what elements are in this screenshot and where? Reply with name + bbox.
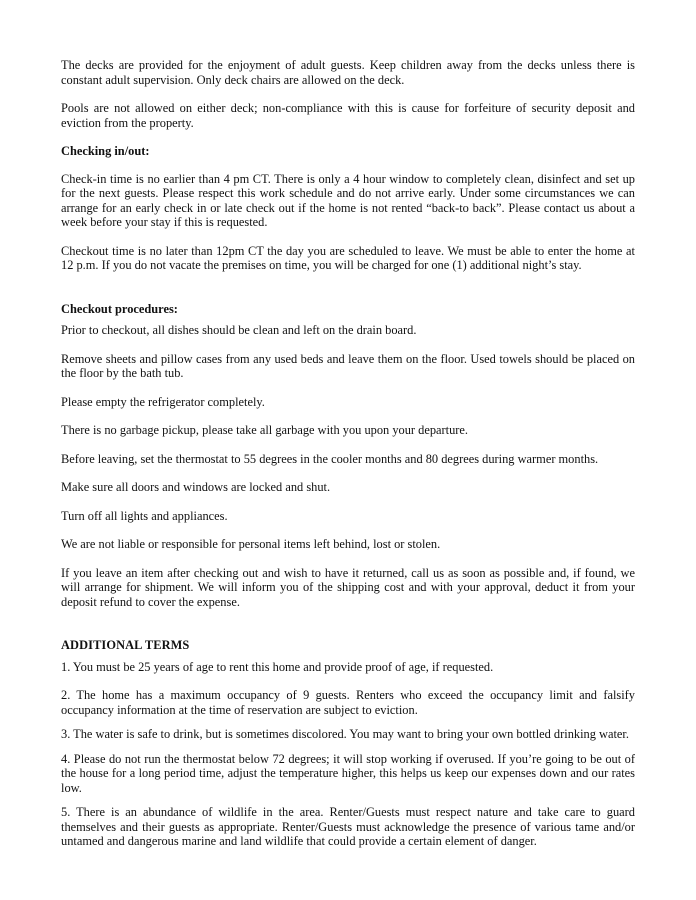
additional-terms-heading: ADDITIONAL TERMS [61,638,190,652]
additional-term-item: 4. Please do not run the thermostat below 72 degrees; it will stop working if overused. If you’re going to be out of the house for a long period time, adjust the temperature higher, this helps us keep our expenses down and our rates low. [61,751,635,795]
additional-term-item: 5. There is an abundance of wildlife in the area. Renter/Guests must respect nature and take care to guard themselves and their guests as appropriate. Renter/Guests must acknowledge the presence of various tame and/or untamed and dangerous marine and land wildlife that could provide a certain element of danger. [61,805,635,848]
checkout-item: Before leaving, set the thermostat to 55 degrees in the cooler months and 80 degrees during warmer months. [61,451,599,466]
checkout-item: Make sure all doors and windows are locked and shut. [61,480,331,494]
checkout-procedures-heading: Checkout procedures: [61,301,178,316]
additional-term-item: 2. The home has a maximum occupancy of 9 guests. Renters who exceed the occupancy limit and falsify occupancy information at the time of reservation are subject to eviction. [61,688,635,717]
checkin-paragraph: Check-in time is no earlier than 4 pm CT. There is only a 4 hour window to completely clean, disinfect and set up for the next guests. Please respect this work schedule and do not arrive early. Under some circumstances we can arrange for an early check in or late check out if the home is not rented “back-to back”. Please contact us about a week before your stay if this is requested. [61,171,635,229]
additional-term-item: 1. You must be 25 years of age to rent this home and provide proof of age, if requested. [61,659,494,674]
checkout-item: Please empty the refrigerator completely. [61,394,265,409]
checkout-item: Prior to checkout, all dishes should be clean and left on the drain board. [61,323,417,337]
pool-rules-paragraph: Pools are not allowed on either deck; non-compliance with this is cause for forfeiture of security deposit and eviction from the property. [61,101,635,130]
checkout-item: Turn off all lights and appliances. [61,508,228,523]
checking-heading: Checking in/out: [61,144,150,158]
checkout-time-paragraph: Checkout time is no later than 12pm CT the day you are scheduled to leave. We must be able to enter the home at 12 p.m. If you do not vacate the premises on time, you will be charged for one (1) additional night’s stay. [61,243,635,272]
additional-term-item: 3. The water is safe to drink, but is sometimes discolored. You may want to bring your own bottled drinking water. [61,727,629,741]
checkout-item: If you leave an item after checking out and wish to have it returned, call us as soon as possible and, if found, we will arrange for shipment. We will inform you of the shipping cost and with your approval, deduct it from your deposit refund to cover the expense. [61,565,635,609]
deck-rules-paragraph: The decks are provided for the enjoyment of adult guests. Keep children away from the decks unless there is constant adult supervision. Only deck chairs are allowed on the deck. [61,58,635,87]
checkout-item: There is no garbage pickup, please take all garbage with you upon your departure. [61,423,469,437]
checkout-item: Remove sheets and pillow cases from any used beds and leave them on the floor. Used towels should be placed on the floor by the bath tub. [61,351,635,380]
checkout-item: We are not liable or responsible for personal items left behind, lost or stolen. [61,537,441,551]
